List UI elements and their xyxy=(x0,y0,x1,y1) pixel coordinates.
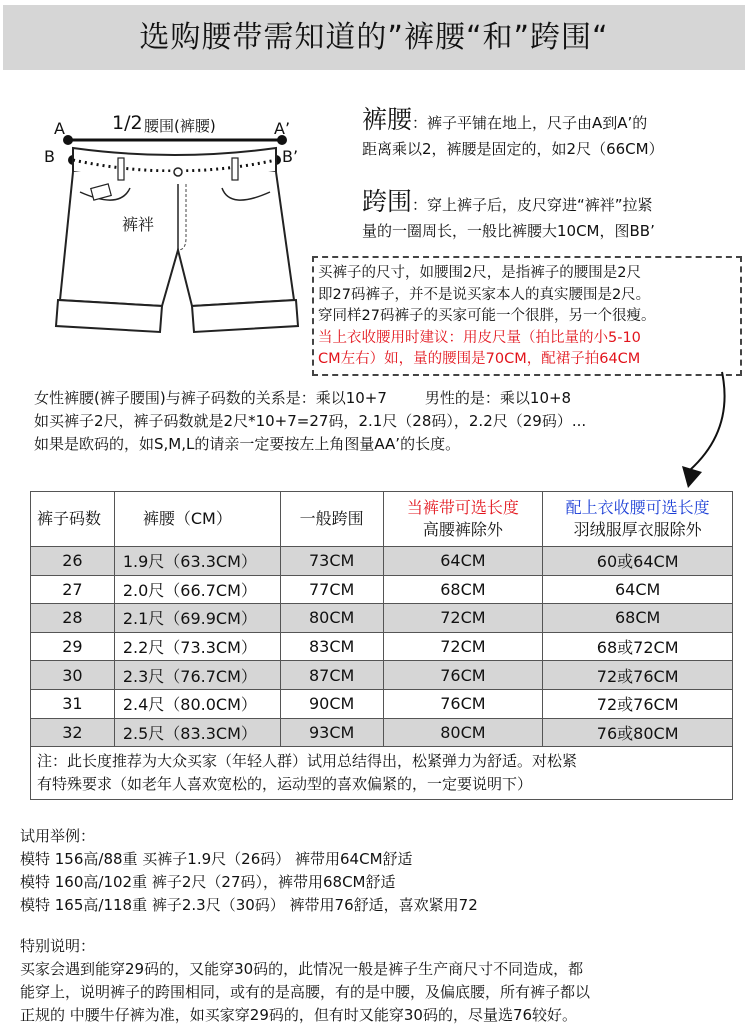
cell-belt: 64CM xyxy=(383,547,543,576)
cell-size: 29 xyxy=(31,632,115,661)
cell-waist: 2.2尺（73.3CM） xyxy=(114,632,280,661)
cell-belt: 76CM xyxy=(383,661,543,690)
cell-hip: 77CM xyxy=(280,575,383,604)
cell-hip: 93CM xyxy=(280,718,383,747)
hip-line2: 量的一圈周长，一般比裤腰大10CM，图BB’ xyxy=(362,222,655,240)
cell-top: 68CM xyxy=(543,604,733,633)
cell-top: 72或76CM xyxy=(543,661,733,690)
cell-waist: 2.1尺（69.9CM） xyxy=(114,604,280,633)
cell-waist: 2.3尺（76.7CM） xyxy=(114,661,280,690)
waist-line2: 距离乘以2，裤腰是固定的，如2尺（66CM） xyxy=(362,140,664,158)
table-row xyxy=(31,661,733,690)
header-top-main: 配上衣收腰可选长度 xyxy=(565,498,710,517)
curved-arrow-icon xyxy=(660,370,740,500)
table-note-row xyxy=(31,747,733,800)
note-line-5: CM左右）如，量的腰围是70CM，配裙子拍64CM xyxy=(318,351,641,367)
cell-top: 68或72CM xyxy=(543,632,733,661)
example-item: 模特 156高/88重 买裤子1.9尺（26码） 裤带用64CM舒适 xyxy=(20,850,413,868)
header-size: 裤子码数 xyxy=(31,492,115,547)
header-banner xyxy=(3,5,745,70)
special-title: 特别说明： xyxy=(20,937,96,955)
header-belt xyxy=(383,492,543,547)
cell-hip: 73CM xyxy=(280,547,383,576)
cell-belt: 76CM xyxy=(383,689,543,718)
relation-female: 女性裤腰(裤子腰围)与裤子码数的关系是：乘以10+7 xyxy=(34,389,387,407)
hip-definition xyxy=(362,187,747,243)
cell-hip: 80CM xyxy=(280,604,383,633)
note-line-3: 穿同样27码裤子的买家可能一个很胖，另一个很瘦。 xyxy=(318,308,656,324)
table-row xyxy=(31,604,733,633)
table-row xyxy=(31,689,733,718)
measure-fraction: 1/2 xyxy=(112,112,143,134)
relation-male: 男性的是：乘以10+8 xyxy=(424,389,572,407)
relation-line-2: 如买裤子2尺，裤子码数就是2尺*10+7=27码，2.1尺（28码），2.2尺（29码）... xyxy=(34,412,587,430)
cell-top: 60或64CM xyxy=(543,547,733,576)
table-row xyxy=(31,547,733,576)
sizing-note-box xyxy=(312,256,742,376)
note-line-1: 买裤子的尺寸，如腰围2尺，是指裤子的腰围是2尺 xyxy=(318,265,641,281)
cell-size: 31 xyxy=(31,689,115,718)
cell-size: 26 xyxy=(31,547,115,576)
example-item: 模特 160高/102重 裤子2尺（27码），裤带用68CM舒适 xyxy=(20,873,396,891)
header-belt-sub: 高腰裤除外 xyxy=(422,520,503,539)
table-row xyxy=(31,632,733,661)
label-a-prime: A’ xyxy=(274,119,291,138)
note-line-2: 即27码裤子，并不是说买家本人的真实腰围是2尺。 xyxy=(318,286,651,303)
special-line-3: 正规的 中腰牛仔裤为准，如买家穿29码的，但有时又能穿30码的，尽量选76较好。 xyxy=(20,1006,578,1024)
cell-top: 64CM xyxy=(543,575,733,604)
waist-term: 裤腰 xyxy=(362,105,413,134)
table-header-row xyxy=(31,492,733,547)
cell-hip: 90CM xyxy=(280,689,383,718)
label-a: A xyxy=(54,119,65,138)
relation-line-1 xyxy=(34,387,571,410)
cell-size: 30 xyxy=(31,661,115,690)
cell-size: 32 xyxy=(31,718,115,747)
special-line-1: 买家会遇到能穿29码的，又能穿30码的，此情况一般是裤子生产商尺寸不同造成，都 xyxy=(20,960,584,978)
cell-belt: 72CM xyxy=(383,604,543,633)
note-line-4: 当上衣收腰用时建议：用皮尺量（拍比量的小5-10 xyxy=(318,329,641,346)
table-note xyxy=(31,747,733,800)
label-b: B xyxy=(44,147,55,166)
header-belt-main: 当裤带可选长度 xyxy=(406,498,519,517)
cell-waist: 2.4尺（80.0CM） xyxy=(114,689,280,718)
waist-line1: ：裤子平铺在地上，尺子由A到A’的 xyxy=(412,114,648,132)
cell-waist: 2.0尺（66.7CM） xyxy=(114,575,280,604)
cell-waist: 1.9尺（63.3CM） xyxy=(114,547,280,576)
table-row xyxy=(31,575,733,604)
cell-top: 72或76CM xyxy=(543,689,733,718)
cell-hip: 87CM xyxy=(280,661,383,690)
header-waist: 裤腰（CM） xyxy=(114,492,280,547)
shorts-diagram xyxy=(40,100,315,350)
cell-belt: 68CM xyxy=(383,575,543,604)
cell-belt: 72CM xyxy=(383,632,543,661)
examples-title: 试用举例： xyxy=(20,827,96,845)
relation-line-3: 如果是欧码的，如S,M,L的请亲一定要按左上角图量AA’的长度。 xyxy=(34,435,461,453)
table-note-line-2: 有特殊要求（如老年人喜欢宽松的，运动型的喜欢偏紧的，一定要说明下） xyxy=(37,775,533,794)
table-note-line-1: 注：此长度推荐为大众买家（年轻人群）试用总结得出，松紧弹力为舒适。对松紧 xyxy=(37,752,578,771)
cell-belt: 80CM xyxy=(383,718,543,747)
header-hip: 一般跨围 xyxy=(280,492,383,547)
belt-loop-label: 裤袢 xyxy=(122,215,155,234)
cell-size: 28 xyxy=(31,604,115,633)
measure-label: 腰围(裤腰) xyxy=(144,117,216,135)
header-top-sub: 羽绒服厚衣服除外 xyxy=(573,520,702,539)
cell-hip: 83CM xyxy=(280,632,383,661)
waist-definition xyxy=(362,105,747,161)
hip-line1: ：穿上裤子后，皮尺穿进“裤袢”拉紧 xyxy=(412,196,653,214)
cell-size: 27 xyxy=(31,575,115,604)
cell-top: 76或80CM xyxy=(543,718,733,747)
header-top xyxy=(543,492,733,547)
page-title: 选购腰带需知道的”裤腰“和”跨围“ xyxy=(139,20,609,55)
label-b-prime: B’ xyxy=(282,147,299,166)
table-row xyxy=(31,718,733,747)
size-table xyxy=(30,491,733,800)
example-item: 模特 165高/118重 裤子2.3尺（30码） 裤带用76舒适，喜欢紧用72 xyxy=(20,896,478,914)
cell-waist: 2.5尺（83.3CM） xyxy=(114,718,280,747)
special-line-2: 能穿上，说明裤子的跨围相同，或有的是高腰，有的是中腰，及偏底腰，所有裤子都以 xyxy=(20,983,591,1001)
hip-term: 跨围 xyxy=(362,187,413,216)
